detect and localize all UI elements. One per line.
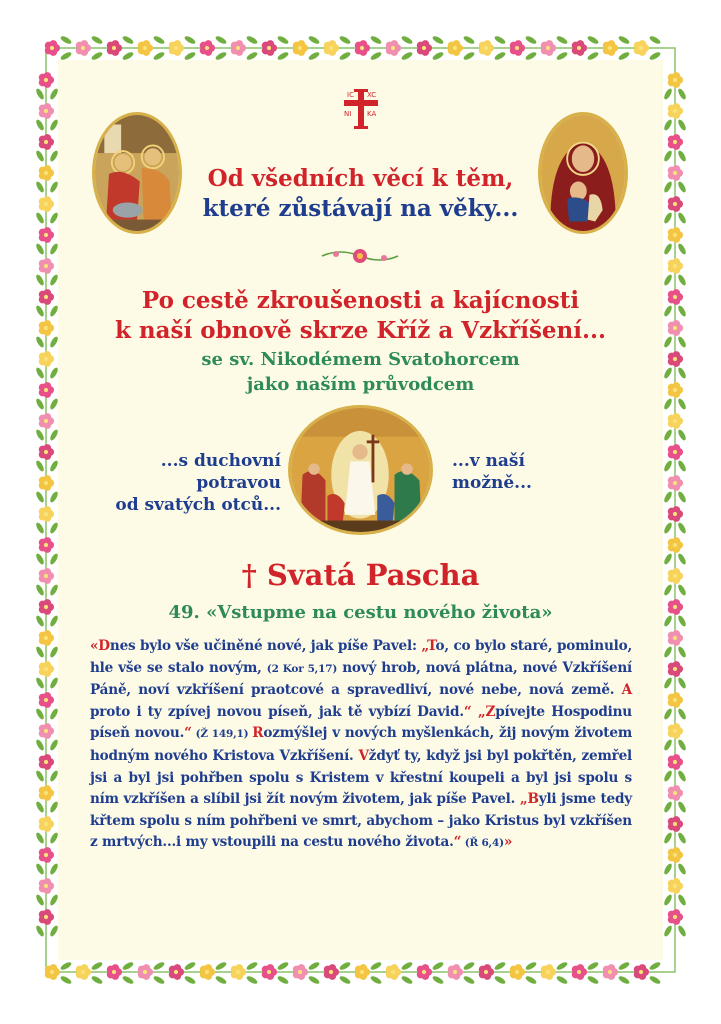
border-leaf <box>401 975 414 986</box>
border-leaf <box>677 460 688 473</box>
border-flower <box>668 72 683 88</box>
border-leaf <box>35 677 46 690</box>
border-leaf <box>35 894 46 907</box>
rose-ornament-top <box>318 246 402 266</box>
border-flower <box>39 506 54 522</box>
border-leaf <box>35 491 46 504</box>
border-leaf <box>463 35 476 46</box>
border-leaf <box>153 35 166 46</box>
border-leaf <box>339 35 352 46</box>
border-flower <box>39 723 54 739</box>
border-flower <box>39 909 54 925</box>
border-leaf <box>463 961 476 972</box>
cross-label-br: KA <box>367 110 377 118</box>
border-leaf <box>677 429 688 442</box>
body-quote3-open: „B <box>519 791 539 808</box>
border-leaf <box>91 35 104 46</box>
border-leaf <box>91 975 104 986</box>
border-leaf <box>663 677 674 690</box>
border-leaf <box>525 961 538 972</box>
border-leaf <box>663 460 674 473</box>
body-ref1: (2 Kor 5,17) <box>266 662 338 675</box>
border-leaf <box>618 961 631 972</box>
border-flower <box>386 964 401 980</box>
border-flower <box>107 40 122 56</box>
border-leaf <box>663 243 674 256</box>
border-leaf <box>663 491 674 504</box>
border-flower <box>603 964 618 980</box>
border-leaf <box>370 35 383 46</box>
border-leaf <box>556 975 569 986</box>
border-leaf <box>432 35 445 46</box>
border-flower <box>668 537 683 553</box>
border-leaf <box>663 925 674 938</box>
border-flower <box>39 537 54 553</box>
border-leaf <box>35 88 46 101</box>
side-text-right <box>452 450 532 494</box>
border-leaf <box>246 975 259 986</box>
border-leaf <box>663 88 674 101</box>
border-flower <box>634 964 649 980</box>
border-flower <box>293 40 308 56</box>
border-flower <box>355 964 370 980</box>
border-leaf <box>308 35 321 46</box>
border-leaf <box>370 961 383 972</box>
border-leaf <box>649 35 662 46</box>
border-leaf <box>649 961 662 972</box>
body-text-b: nový hrob, nová plátna, nové Vzkříšení Páně, noví vzkříšení praotcové a spravedliví, nové nebe, nová země. <box>90 659 632 699</box>
border-leaf <box>525 975 538 986</box>
heading2-line1: Po cestě zkroušenosti a kajícnosti <box>141 287 580 314</box>
body-quote-close1: “ „Z <box>463 703 496 720</box>
border-flower <box>572 964 587 980</box>
body-text-f: ždyť ty, když jsi byl pokřtěn, zemřel jsi a byl jsi pohřben spolu s Kristem v křestní koupeli a byl jsi spolu s ním vzkříšen a slíbil jsi žít novým životem, jak píše Pavel. <box>90 747 633 808</box>
border-flower <box>262 964 277 980</box>
border-flower <box>668 413 683 429</box>
body-text-g: yli jsme tedy křtem spolu s ním pohřbeni ve smrt, abychom – jako Kristus byl vzkříšen z mrtvých...i my vstoupili na cestu nového života. <box>90 791 632 851</box>
border-leaf <box>122 961 135 972</box>
border-leaf <box>122 975 135 986</box>
body-text-a: nes bylo vše učiněné nové, jak píše Pavel: <box>109 638 422 654</box>
border-flower <box>231 964 246 980</box>
border-leaf <box>35 119 46 132</box>
border-leaf <box>677 243 688 256</box>
border-flower <box>668 134 683 150</box>
border-leaf <box>60 975 73 986</box>
border-leaf <box>677 801 688 814</box>
border-leaf <box>35 801 46 814</box>
border-flower <box>417 40 432 56</box>
border-flower <box>668 723 683 739</box>
border-leaf <box>587 975 600 986</box>
body-quote-close2: “ <box>184 725 192 742</box>
border-flower <box>668 692 683 708</box>
border-flower <box>479 964 494 980</box>
border-leaf <box>677 770 688 783</box>
border-flower <box>386 40 401 56</box>
border-leaf <box>525 35 538 46</box>
border-flower <box>200 964 215 980</box>
border-leaf <box>35 646 46 659</box>
border-leaf <box>184 35 197 46</box>
border-leaf <box>677 274 688 287</box>
border-leaf <box>556 35 569 46</box>
border-leaf <box>339 961 352 972</box>
border-flower <box>169 40 184 56</box>
body-cap-v: V <box>358 747 369 764</box>
border-leaf <box>677 398 688 411</box>
border-leaf <box>663 832 674 845</box>
border-leaf <box>677 894 688 907</box>
body-quote1-open: „T <box>421 638 436 654</box>
heading1-line1: Od všedních věcí k těm, <box>207 165 514 192</box>
cross-icon <box>338 86 384 132</box>
border-flower <box>262 40 277 56</box>
body-quote1-text: o, co bylo staré, pominulo, hle vše se stalo novým, <box>90 638 632 676</box>
border-leaf <box>184 961 197 972</box>
border-flower <box>668 785 683 801</box>
heading2-line3: se sv. Nikodémem Svatohorcem <box>201 349 520 370</box>
border-leaf <box>677 708 688 721</box>
border-leaf <box>618 975 631 986</box>
border-leaf <box>35 708 46 721</box>
border-leaf <box>677 677 688 690</box>
border-flower <box>668 754 683 770</box>
border-flower <box>324 40 339 56</box>
heading2-line2: k naší obnově skrze Kříž a Vzkříšení... <box>114 317 607 344</box>
border-leaf <box>277 35 290 46</box>
border-flower <box>448 964 463 980</box>
body-text-d: pívejte Hospodinu píseň novou. <box>90 703 632 742</box>
border-flower <box>107 964 122 980</box>
border-flower <box>448 40 463 56</box>
border-flower <box>39 72 54 88</box>
border-leaf <box>339 975 352 986</box>
border-leaf <box>35 863 46 876</box>
border-flower <box>668 816 683 832</box>
border-flower <box>39 785 54 801</box>
border-leaf <box>308 961 321 972</box>
border-flower <box>510 40 525 56</box>
border-leaf <box>663 150 674 163</box>
border-flower <box>39 754 54 770</box>
border-leaf <box>463 975 476 986</box>
border-leaf <box>401 35 414 46</box>
border-flower <box>76 964 91 980</box>
border-leaf <box>184 975 197 986</box>
border-leaf <box>663 429 674 442</box>
border-leaf <box>663 739 674 752</box>
border-flower <box>668 444 683 460</box>
body-quote3-close: “ <box>453 834 462 851</box>
border-leaf <box>35 925 46 938</box>
border-flower <box>39 847 54 863</box>
subtitle <box>0 602 721 623</box>
side-left-line3: od svatých otců... <box>115 495 281 515</box>
body-text-e: ozmýšlej v nových myšlenkách, žij novým životem hodným nového Kristova Vzkříšení. <box>90 725 633 764</box>
border-leaf <box>35 770 46 783</box>
border-flower <box>293 964 308 980</box>
border-flower <box>541 40 556 56</box>
border-leaf <box>649 975 662 986</box>
icon-resurrection <box>288 405 433 535</box>
border-leaf <box>677 739 688 752</box>
border-leaf <box>215 975 228 986</box>
border-flower <box>39 413 54 429</box>
border-flower <box>138 964 153 980</box>
border-flower <box>39 630 54 646</box>
cross-label-bl: NI <box>344 110 352 118</box>
border-leaf <box>663 646 674 659</box>
border-leaf <box>122 35 135 46</box>
border-leaf <box>677 88 688 101</box>
border-leaf <box>677 646 688 659</box>
subtitle-number: 49. <box>168 602 200 623</box>
title <box>0 558 721 592</box>
border-leaf <box>663 801 674 814</box>
border-leaf <box>215 961 228 972</box>
body-cap-r: R <box>252 725 264 742</box>
border-leaf <box>246 961 259 972</box>
border-flower <box>200 40 215 56</box>
border-leaf <box>677 925 688 938</box>
border-leaf <box>432 975 445 986</box>
body-ref3: (Ř 6,4) <box>461 837 504 850</box>
border-flower <box>39 227 54 243</box>
border-leaf <box>663 708 674 721</box>
cross-label-tl: IC <box>347 91 354 99</box>
border-flower <box>39 444 54 460</box>
border-flower <box>39 816 54 832</box>
border-flower <box>668 227 683 243</box>
border-leaf <box>35 522 46 535</box>
border-leaf <box>35 243 46 256</box>
border-leaf <box>35 460 46 473</box>
side-left-line2: potravou <box>196 473 281 493</box>
border-flower <box>668 475 683 491</box>
border-leaf <box>677 119 688 132</box>
side-right-line2: možně... <box>452 473 532 493</box>
border-flower <box>39 661 54 677</box>
border-leaf <box>277 961 290 972</box>
border-flower <box>479 40 494 56</box>
border-flower <box>39 692 54 708</box>
border-flower <box>45 40 60 56</box>
border-flower <box>603 40 618 56</box>
title-text: Svatá Pascha <box>266 558 480 592</box>
border-flower <box>39 258 54 274</box>
border-leaf <box>91 961 104 972</box>
border-flower <box>39 878 54 894</box>
border-leaf <box>663 522 674 535</box>
border-flower <box>668 847 683 863</box>
title-cross-symbol: † <box>241 558 257 592</box>
side-text-left <box>115 450 281 516</box>
border-leaf <box>663 863 674 876</box>
border-leaf <box>60 961 73 972</box>
border-leaf <box>677 863 688 876</box>
border-leaf <box>663 770 674 783</box>
border-leaf <box>494 35 507 46</box>
border-flower <box>668 909 683 925</box>
border-leaf <box>494 961 507 972</box>
border-leaf <box>35 739 46 752</box>
heading1-line2: které zůstávají na věky... <box>202 195 519 222</box>
border-leaf <box>587 35 600 46</box>
border-leaf <box>587 961 600 972</box>
border-flower <box>668 103 683 119</box>
border-leaf <box>677 491 688 504</box>
border-leaf <box>663 119 674 132</box>
border-leaf <box>663 274 674 287</box>
border-leaf <box>401 961 414 972</box>
border-leaf <box>35 398 46 411</box>
border-flower <box>355 40 370 56</box>
border-leaf <box>215 35 228 46</box>
border-flower <box>76 40 91 56</box>
border-leaf <box>663 398 674 411</box>
border-leaf <box>246 35 259 46</box>
subtitle-text: «Vstupme na cestu nového života» <box>206 602 553 623</box>
border-leaf <box>308 975 321 986</box>
border-leaf <box>663 894 674 907</box>
border-flower <box>668 630 683 646</box>
border-flower <box>668 258 683 274</box>
border-flower <box>541 964 556 980</box>
side-left-line1: ...s duchovní <box>160 451 281 471</box>
border-leaf <box>153 961 166 972</box>
border-leaf <box>677 832 688 845</box>
body-paragraph <box>90 636 632 855</box>
border-leaf <box>277 975 290 986</box>
body-text-c: proto i ty zpívej novou píseň, jak tě vybízí David. <box>90 703 464 720</box>
border-leaf <box>556 961 569 972</box>
heading2-line4: jako naším průvodcem <box>246 374 475 395</box>
border-flower <box>417 964 432 980</box>
body-ref2: (Ž 149,1) <box>191 728 253 741</box>
border-leaf <box>35 429 46 442</box>
border-leaf <box>35 832 46 845</box>
border-leaf <box>618 35 631 46</box>
body-drop-cap-d: D <box>98 638 110 654</box>
border-leaf <box>35 274 46 287</box>
border-leaf <box>370 975 383 986</box>
cross-label-tr: XC <box>367 91 377 99</box>
border-leaf <box>432 961 445 972</box>
body-open-quote: « <box>90 638 99 654</box>
border-flower <box>231 40 246 56</box>
border-flower <box>668 506 683 522</box>
border-flower <box>39 103 54 119</box>
body-close-quote: » <box>503 834 513 851</box>
border-flower <box>138 40 153 56</box>
side-right-line1: ...v naší <box>452 451 525 471</box>
border-flower <box>668 878 683 894</box>
body-cap-a: A <box>621 682 632 699</box>
border-flower <box>668 661 683 677</box>
border-leaf <box>60 35 73 46</box>
border-flower <box>510 964 525 980</box>
border-flower <box>39 134 54 150</box>
border-leaf <box>677 150 688 163</box>
border-flower <box>572 40 587 56</box>
border-leaf <box>494 975 507 986</box>
border-leaf <box>35 150 46 163</box>
border-flower <box>324 964 339 980</box>
border-flower <box>169 964 184 980</box>
border-flower <box>39 475 54 491</box>
border-flower <box>45 964 60 980</box>
border-flower <box>634 40 649 56</box>
border-leaf <box>677 522 688 535</box>
border-leaf <box>153 975 166 986</box>
